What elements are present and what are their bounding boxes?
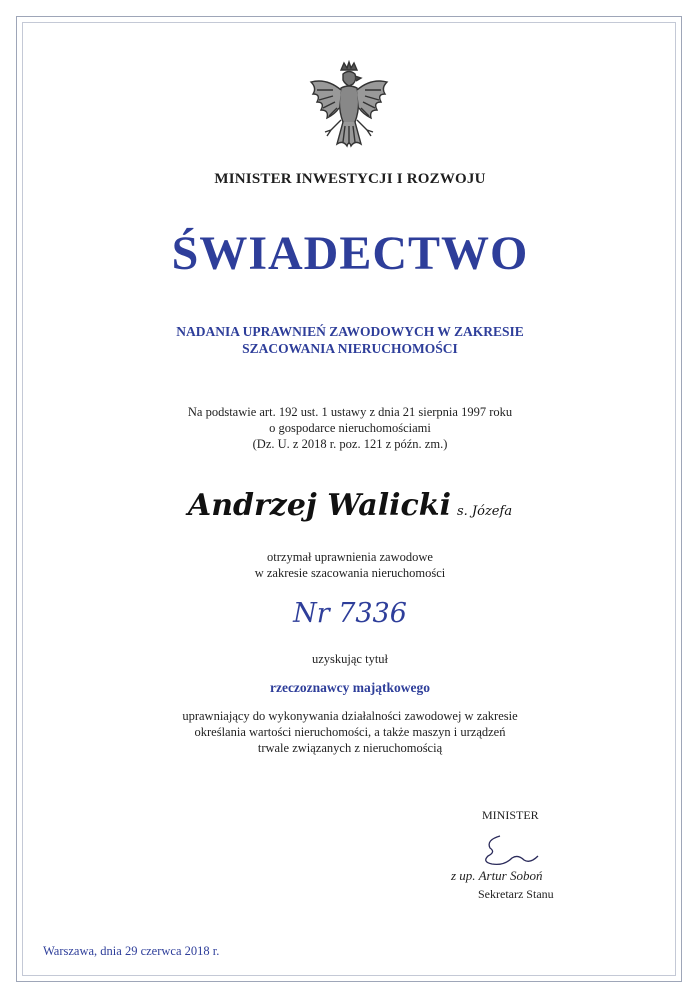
legal-basis-line: Na podstawie art. 192 ust. 1 ustawy z dnia 21 sierpnia 1997 roku (187, 405, 513, 419)
legal-basis-line: o gospodarce nieruchomościami (269, 421, 431, 435)
legal-basis-line: (Dz. U. z 2018 r. poz. 121 z późn. zm.) (252, 437, 448, 451)
place-and-date: Warszawa, dnia 29 czerwca 2018 r. (43, 944, 220, 958)
issuing-authority: MINISTER INWESTYCJI I ROZWOJU (214, 171, 486, 187)
entitling-line: trwale związanych z nieruchomością (257, 741, 443, 755)
professional-title: rzeczoznawcy majątkowego (269, 680, 431, 695)
received-statement (0, 549, 700, 581)
holder-patronymic: s. Józefa (456, 504, 513, 519)
subtitle-line: NADANIA UPRAWNIEŃ ZAWODOWYCH W ZAKRESIE (176, 324, 524, 339)
received-line: w zakresie szacowania nieruchomości (254, 566, 446, 580)
obtaining-text: uzyskując tytuł (311, 652, 389, 666)
signer-name: z up. Artur Soboń (451, 868, 543, 883)
certificate-title: ŚWIADECTWO (171, 227, 529, 280)
holder-name: Andrzej Walicki (187, 488, 451, 523)
polish-eagle-icon (303, 60, 395, 160)
holder-row (0, 488, 700, 523)
signer-role: Sekretarz Stanu (478, 887, 554, 901)
legal-basis (0, 404, 700, 452)
signature-label: MINISTER (482, 808, 539, 822)
certificate-number: Nr 7336 (293, 598, 407, 629)
received-line: otrzymał uprawnienia zawodowe (267, 550, 433, 564)
entitling-statement (0, 708, 700, 756)
entitling-line: określania wartości nieruchomości, a także maszyn i urządzeń (194, 725, 506, 739)
entitling-line: uprawniający do wykonywania działalności zawodowej w zakresie (182, 709, 518, 723)
certificate-subtitle (0, 323, 700, 357)
subtitle-line: SZACOWANIA NIERUCHOMOŚCI (242, 341, 458, 356)
